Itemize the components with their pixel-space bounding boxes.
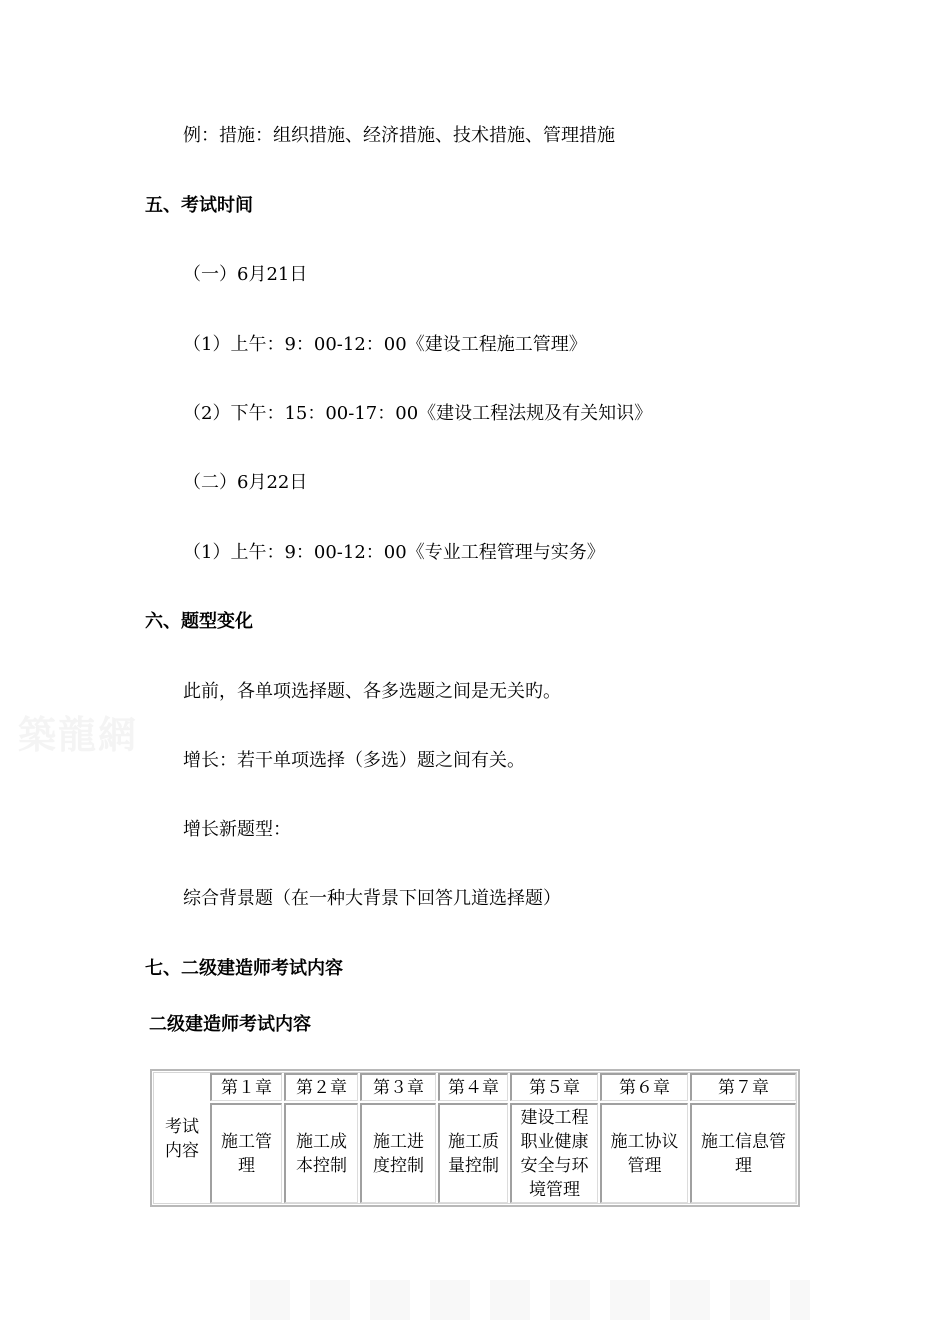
exam-content-table [150,1069,800,1207]
chapter-content-2: 施工成 本控制 [284,1103,358,1203]
paragraph-new-type: 增长新题型： [183,819,291,840]
chapter-content-1: 施工管 理 [210,1103,282,1203]
paragraph-increase: 增长：若干单项选择（多选）题之间有关。 [183,750,525,771]
chapter-header-7: 第７章 [690,1073,796,1101]
section-heading-exam-content: 七、二级建造师考试内容 [145,958,343,979]
chapter-content-5: 建设工程 职业健康 安全与环 境管理 [510,1103,598,1203]
faint-bottom-marks [250,1280,810,1320]
chapter-header-2: 第２章 [284,1073,358,1101]
chapter-content-3: 施工进 度控制 [360,1103,436,1203]
paragraph-comprehensive: 综合背景题（在一种大背景下回答几道选择题） [183,888,561,909]
schedule-item-june22-morning: （1）上午：9：00-12：00《专业工程管理与实务》 [183,542,605,563]
chapter-content-4: 施工质 量控制 [438,1103,508,1203]
row-header-cell: 考试 内容 [165,1117,199,1161]
table-title: 二级建造师考试内容 [149,1014,311,1035]
schedule-item-june21-morning: （1）上午：9：00-12：00《建设工程施工管理》 [183,334,587,355]
chapter-header-6: 第６章 [600,1073,688,1101]
watermark: 築龍網 [18,712,139,757]
schedule-item-june21-afternoon: （2）下午：15：00-17：00《建设工程法规及有关知识》 [183,403,653,424]
section-heading-exam-time: 五、考试时间 [145,195,253,216]
chapter-header-3: 第３章 [360,1073,436,1101]
example-measures: 例：措施：组织措施、经济措施、技术措施、管理措施 [183,125,615,146]
chapter-content-7: 施工信息管 理 [690,1103,796,1203]
section-heading-question-types: 六、题型变化 [145,611,253,632]
chapter-header-4: 第４章 [438,1073,508,1101]
chapter-content-6: 施工协议 管理 [600,1103,688,1203]
chapter-header-1: 第１章 [210,1073,282,1101]
chapter-header-5: 第５章 [510,1073,598,1101]
paragraph-before: 此前，各单项选择题、各多选题之间是无关旳。 [183,681,561,702]
date-june-21: （一）6月21日 [183,264,308,285]
date-june-22: （二）6月22日 [183,472,308,493]
